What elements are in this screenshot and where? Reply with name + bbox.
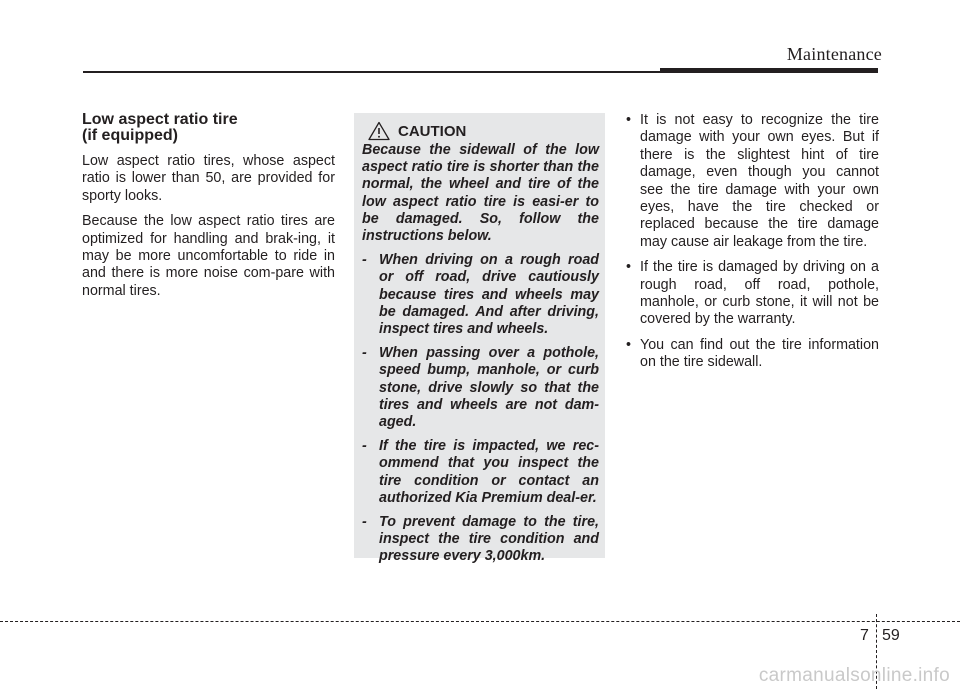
bullet-text: It is not easy to recognize the tire damage with your own eyes. But if there is the slightest hint of tire damage, even though you cannot see the tire damage with your own eyes, have the tire checked or replaced because the tire damage may cause air leakage from the tire.	[640, 112, 879, 250]
section-title	[82, 112, 335, 144]
right-column	[626, 112, 879, 380]
bullet-dot: •	[626, 259, 632, 276]
bullet-item	[626, 259, 879, 329]
bullet-item	[626, 337, 879, 372]
bullet-dot: •	[626, 336, 632, 353]
caution-title: CAUTION	[398, 122, 467, 140]
dash-marker: -	[362, 438, 367, 455]
caution-item-text: When driving on a rough road or off road, drive cautiously because tires and wheels may be damaged. And after driving, inspect tires and wheels.	[379, 252, 599, 338]
header-rule-thin	[83, 71, 660, 73]
caution-item	[362, 252, 599, 338]
caution-item	[362, 438, 599, 507]
paragraph: Low aspect ratio tires, whose aspect ratio is lower than 50, are provided for sporty looks.	[82, 153, 335, 204]
caution-list	[362, 252, 599, 565]
header-title: Maintenance	[786, 44, 882, 64]
dash-marker: -	[362, 252, 367, 269]
caution-item	[362, 345, 599, 431]
header-rule-thick	[660, 68, 878, 73]
caution-item-text: If the tire is impacted, we rec-ommend that you inspect the tire condition or contact an authorized Kia Premium deal-er.	[379, 438, 599, 506]
bullet-dot: •	[626, 112, 632, 128]
caution-box	[354, 113, 605, 565]
dash-marker: -	[362, 514, 367, 531]
caution-header	[368, 121, 599, 141]
bullet-text: If the tire is damaged by driving on a rough road, off road, pothole, manhole, or curb stone, it will not be covered by the warranty.	[640, 259, 879, 328]
paragraph: Because the low aspect ratio tires are optimized for handling and brak-ing, it may be more uncomfortable to ride in and there is more noise com-pare with normal tires.	[82, 213, 335, 299]
warning-triangle-icon	[368, 121, 390, 141]
caution-item-text: When passing over a pothole, speed bump, manhole, or curb stone, drive slowly so that the tires and wheels are not dam-aged.	[379, 345, 599, 431]
dash-marker: -	[362, 345, 367, 362]
footer-rule	[0, 621, 960, 622]
bullet-list	[626, 112, 879, 372]
caution-lead: Because the sidewall of the low aspect ratio tire is shorter than the normal, the wheel and tire of the low aspect ratio tire is easi-er to be damaged. So, follow the instructions below.	[362, 142, 599, 245]
bullet-item	[626, 112, 879, 251]
caution-item	[362, 514, 599, 566]
page-number: 59	[882, 627, 900, 644]
caution-item-text: To prevent damage to the tire, inspect the tire condition and pressure every 3,000km.	[379, 514, 599, 565]
left-column	[82, 112, 335, 308]
bullet-text: You can find out the tire information on the tire sidewall.	[640, 336, 879, 371]
section-title-line1: Low aspect ratio tire	[82, 111, 238, 128]
watermark: carmanualsonline.info	[758, 665, 950, 686]
page-chapter: 7	[860, 627, 869, 644]
section-title-line2: (if equipped)	[82, 127, 178, 144]
